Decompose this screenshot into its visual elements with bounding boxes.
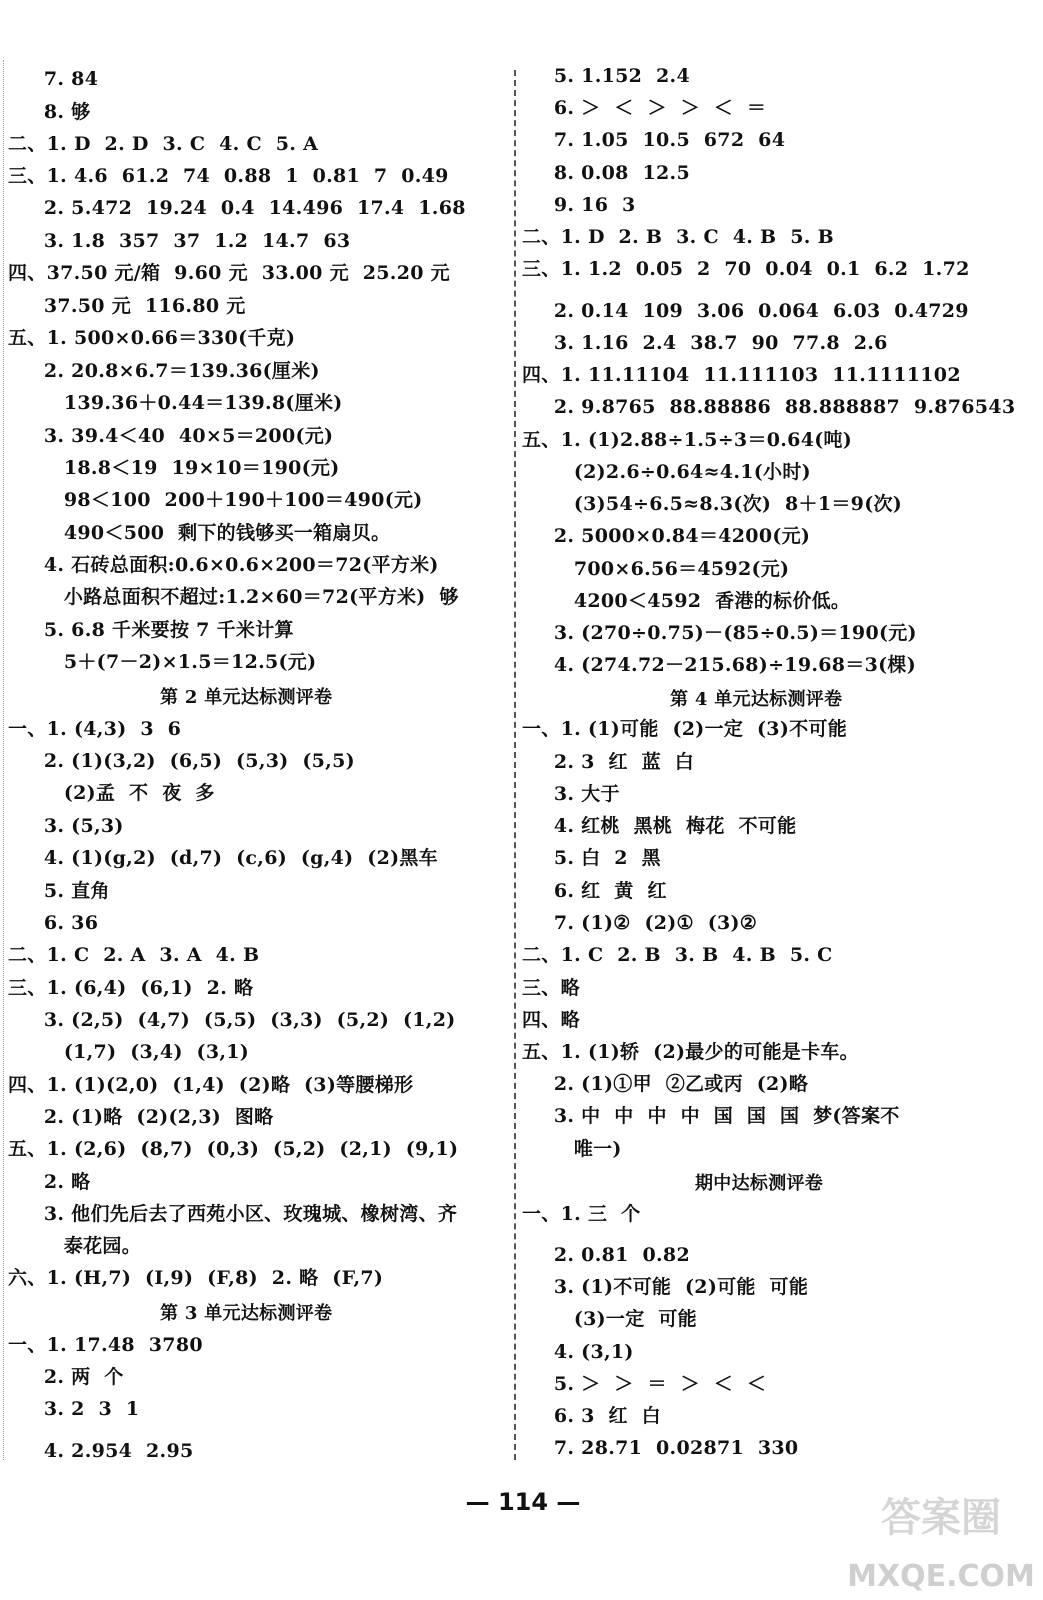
answer-line: 4. (274.72－215.68)÷19.68＝3(棵)	[540, 654, 917, 676]
answer-line: 2. 9.8765 88.88886 88.888887 9.876543	[540, 396, 1016, 418]
answer-line: 一、1. (1)可能 (2)一定 (3)不可能	[522, 718, 848, 740]
answer-line: 4. 红桃 黑桃 梅花 不可能	[540, 815, 797, 837]
answer-line: 7. 1.05 10.5 672 64	[540, 129, 786, 151]
answer-line: 三、1. 4.6 61.2 74 0.88 1 0.81 7 0.49	[8, 165, 449, 187]
answer-line: 2. (1)①甲 ②乙或丙 (2)略	[540, 1073, 809, 1095]
answer-line: 4. 石砖总面积:0.6×0.6×200＝72(平方米)	[30, 554, 439, 576]
answer-line: 一、1. (4,3) 3 6	[8, 718, 182, 740]
watermark-logo-text: 答案圈	[881, 1495, 1001, 1541]
answer-line: 2. (1)(3,2) (6,5) (5,3) (5,5)	[30, 750, 355, 772]
page-number: — 114 —	[465, 1488, 581, 1516]
answer-line: 三、1. (6,4) (6,1) 2. 略	[8, 977, 254, 999]
section-heading: 期中达标测评卷	[695, 1173, 824, 1194]
answer-line: 3. 他们先后去了西苑小区、玫瑰城、橡树湾、齐	[30, 1203, 458, 1225]
answer-line: 700×6.56＝4592(元)	[560, 558, 790, 580]
answer-line: 小路总面积不超过:1.2×60＝72(平方米) 够	[50, 586, 459, 608]
answer-line: 二、1. C 2. B 3. B 4. B 5. C	[522, 944, 833, 966]
answer-line: 5. 1.152 2.4	[540, 65, 690, 87]
section-heading: 第 3 单元达标测评卷	[160, 1303, 333, 1324]
answer-line: 六、1. (H,7) (I,9) (F,8) 2. 略 (F,7)	[8, 1267, 384, 1289]
watermark-site-text: MXQE.COM	[847, 1559, 1035, 1594]
answer-line: 2. 两 个	[30, 1366, 124, 1388]
answer-line: 五、1. (1)2.88÷1.5÷3＝0.64(吨)	[522, 429, 853, 451]
answer-line: 3. (5,3)	[30, 815, 124, 837]
answer-line: 4. (3,1)	[540, 1341, 634, 1363]
answer-line: 2. (1)略 (2)(2,3) 图略	[30, 1106, 274, 1128]
answer-line: 8. 够	[30, 101, 91, 123]
answer-line: 2. 5000×0.84＝4200(元)	[540, 525, 811, 547]
answer-line: 18.8＜19 19×10＝190(元)	[50, 457, 340, 479]
answer-line: 5＋(7－2)×1.5＝12.5(元)	[50, 651, 317, 673]
answer-line: 泰花园。	[50, 1235, 142, 1257]
answer-line: 三、1. 1.2 0.05 2 70 0.04 0.1 6.2 1.72	[522, 258, 970, 280]
answer-line: 四、1. 11.11104 11.111103 11.1111102	[522, 364, 961, 386]
answer-line: 37.50 元 116.80 元	[30, 295, 246, 317]
answer-line: 3. 中 中 中 中 国 国 国 梦(答案不	[540, 1105, 900, 1127]
answer-line: (3)一定 可能	[560, 1308, 697, 1330]
answer-line: 2. 5.472 19.24 0.4 14.496 17.4 1.68	[30, 197, 466, 219]
answer-line: 2. 0.81 0.82	[540, 1244, 690, 1266]
answer-line: 5. 6.8 千米要按 7 千米计算	[30, 619, 294, 641]
answer-line: 6. 红 黄 红	[540, 880, 667, 902]
answer-line: 7. (1)② (2)① (3)②	[540, 912, 758, 934]
answer-line: 二、1. D 2. B 3. C 4. B 5. B	[522, 226, 834, 248]
answer-line: 五、1. 500×0.66＝330(千克)	[8, 327, 296, 349]
answer-line: 五、1. (1)轿 (2)最少的可能是卡车。	[522, 1041, 859, 1063]
answer-line: 3. 1.8 357 37 1.2 14.7 63	[30, 230, 351, 252]
answer-line: 3. 大于	[540, 783, 620, 805]
answer-line: 四、37.50 元/箱 9.60 元 33.00 元 25.20 元	[8, 262, 450, 284]
answer-line: 2. 3 红 蓝 白	[540, 751, 695, 773]
answer-line: 7. 84	[30, 68, 99, 90]
answer-line: 5. ＞ ＞ ＝ ＞ ＜ ＜	[540, 1373, 767, 1395]
answer-line: 5. 白 2 黑	[540, 847, 661, 869]
answer-line: 3. (2,5) (4,7) (5,5) (3,3) (5,2) (1,2)	[30, 1009, 456, 1031]
answer-line: 6. 3 红 白	[540, 1405, 661, 1427]
answer-line: 一、1. 17.48 3780	[8, 1334, 203, 1356]
answer-line: (2)孟 不 夜 多	[50, 782, 215, 804]
answer-line: 三、略	[522, 977, 580, 999]
answer-line: 五、1. (2,6) (8,7) (0,3) (5,2) (2,1) (9,1)	[8, 1138, 459, 1160]
answer-line: 四、略	[522, 1009, 580, 1031]
watermark-logo	[846, 1486, 1036, 1596]
answer-line: 4200＜4592 香港的标价低。	[560, 590, 851, 612]
answer-line: 6. ＞ ＜ ＞ ＞ ＜ ＝	[540, 97, 767, 119]
margin-rule	[3, 60, 4, 1460]
answer-line: 4. (1)(g,2) (d,7) (c,6) (g,4) (2)黑车	[30, 847, 438, 869]
answer-line: 3. 39.4＜40 40×5＝200(元)	[30, 425, 334, 447]
answer-line: 2. 略	[30, 1171, 91, 1193]
answer-line: 一、1. 三 个	[522, 1203, 641, 1225]
answer-line: 二、1. C 2. A 3. A 4. B	[8, 944, 260, 966]
answer-line: 唯一)	[560, 1138, 622, 1160]
answer-line: 3. (1)不可能 (2)可能 可能	[540, 1276, 809, 1298]
answer-line: (3)54÷6.5≈8.3(次) 8＋1＝9(次)	[560, 493, 903, 515]
answer-line: 6. 36	[30, 912, 99, 934]
answer-line: 98＜100 200＋190＋100＝490(元)	[50, 489, 423, 511]
answer-line: 2. 0.14 109 3.06 0.064 6.03 0.4729	[540, 300, 969, 322]
answer-line: 3. 1.16 2.4 38.7 90 77.8 2.6	[540, 332, 888, 354]
answer-line: 二、1. D 2. D 3. C 4. C 5. A	[8, 133, 319, 155]
answer-line: 139.36＋0.44＝139.8(厘米)	[50, 392, 343, 414]
answer-line: 四、1. (1)(2,0) (1,4) (2)略 (3)等腰梯形	[8, 1074, 414, 1096]
answer-line: 4. 2.954 2.95	[30, 1440, 194, 1462]
answer-line: 490＜500 剩下的钱够买一箱扇贝。	[50, 522, 391, 544]
answer-line: 7. 28.71 0.02871 330	[540, 1437, 799, 1459]
answer-line: 3. (270÷0.75)－(85÷0.5)＝190(元)	[540, 622, 917, 644]
answer-line: 2. 20.8×6.7＝139.36(厘米)	[30, 360, 320, 382]
answer-line: (2)2.6÷0.64≈4.1(小时)	[560, 461, 811, 483]
answer-line: (1,7) (3,4) (3,1)	[50, 1041, 250, 1063]
section-heading: 第 2 单元达标测评卷	[160, 687, 333, 708]
column-divider	[514, 70, 516, 1460]
section-heading: 第 4 单元达标测评卷	[670, 689, 843, 710]
answer-line: 3. 2 3 1	[30, 1398, 140, 1420]
answer-line: 5. 直角	[30, 880, 110, 902]
answer-line: 8. 0.08 12.5	[540, 162, 690, 184]
answer-line: 9. 16 3	[540, 194, 636, 216]
